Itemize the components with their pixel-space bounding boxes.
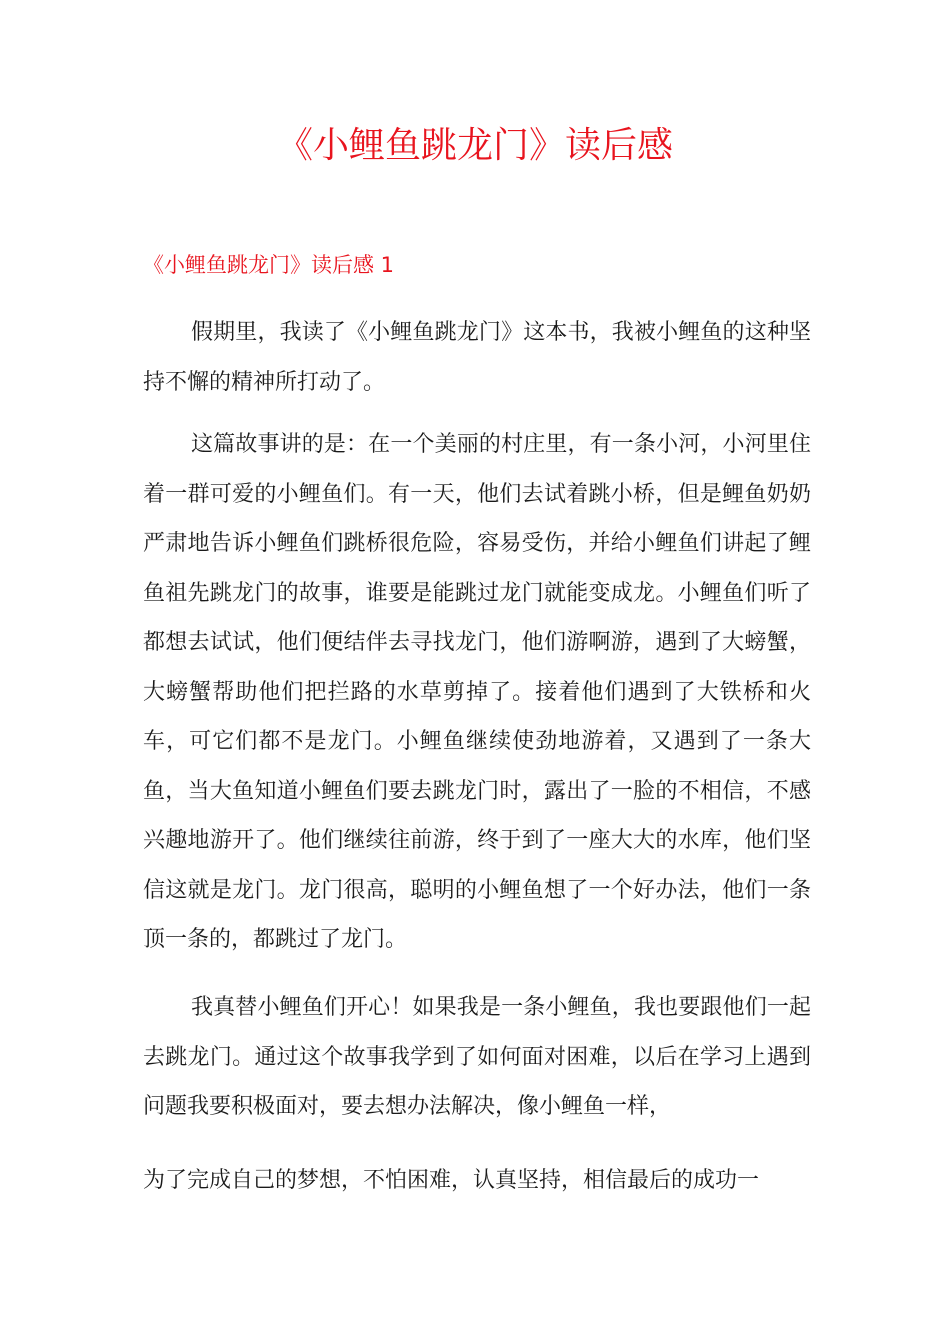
document-title: 《小鲤鱼跳龙门》读后感 (276, 125, 673, 166)
paragraph-story: 这篇故事讲的是：在一个美丽的村庄里，有一条小河，小河里住着一群可爱的小鲤鱼们。有一天，他们去试着跳小桥，但是鲤鱼奶奶严肃地告诉小鲤鱼们跳桥很危险，容易受伤，并给小鲤鱼们讲起了鲤鱼祖先跳龙门的故事，谁要是能跳过龙门就能变成龙。小鲤鱼们听了都想去试试，他们便结伴去寻找龙门，他们游啊游，遇到了大螃蟹，大螃蟹帮助他们把拦路的水草剪掉了。接着他们遇到了大铁桥和火车，可它们都不是龙门。小鲤鱼继续使劲地游着，又遇到了一条大鱼，当大鱼知道小鲤鱼们要去跳龙门时，露出了一脸的不相信，不感兴趣地游开了。他们继续往前游，终于到了一座大大的水库，他们坚信这就是龙门。龙门很高，聪明的小鲤鱼想了一个好办法，他们一条顶一条的，都跳过了龙门。 (143, 432, 811, 952)
paragraph-continuation: 为了完成自己的梦想，不怕困难，认真坚持，相信最后的成功一 (143, 1168, 760, 1193)
paragraph-reflection: 我真替小鲤鱼们开心！如果我是一条小鲤鱼，我也要跟他们一起去跳龙门。通过这个故事我学到了如何面对困难，以后在学习上遇到问题我要积极面对，要去想办法解决，像小鲤鱼一样， (143, 995, 811, 1119)
section-heading: 《小鲤鱼跳龙门》读后感 1 (143, 253, 395, 277)
paragraph-intro: 假期里，我读了《小鲤鱼跳龙门》这本书，我被小鲤鱼的这种坚持不懈的精神所打动了。 (143, 320, 811, 395)
